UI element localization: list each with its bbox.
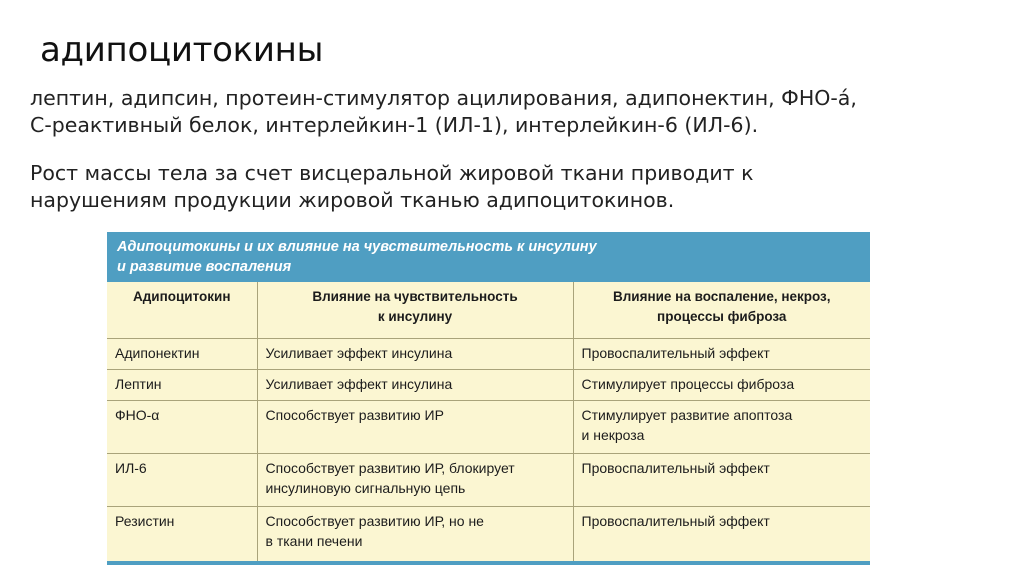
table-row (107, 506, 870, 562)
paragraph-line: лептин, адипсин, протеин-стимулятор ацилирования, адипонектин, ФНО-á, (30, 86, 857, 110)
table-row (107, 400, 870, 453)
cell-inflammation-effect: Провоспалительный эффект (573, 338, 870, 369)
cell-adipocytokine: ФНО-α (107, 400, 257, 453)
cell-adipocytokine: Адипонектин (107, 338, 257, 369)
cell-adipocytokine: ИЛ-6 (107, 453, 257, 506)
cell-insulin-effect: Способствует развитию ИР, блокирует инсулиновую сигнальную цепь (257, 453, 573, 506)
column-header-insulin-sensitivity: Влияние на чувствительность к инсулину (257, 282, 573, 338)
body-mass-paragraph (30, 160, 754, 214)
paragraph-line: Рост массы тела за счет висцеральной жировой ткани приводит к (30, 161, 754, 185)
cell-insulin-effect: Способствует развитию ИР, но не в ткани печени (257, 506, 573, 562)
cell-inflammation-effect: Стимулирует развитие апоптоза и некроза (573, 400, 870, 453)
adipocytokine-table (107, 282, 870, 563)
caption-line: Адипоцитокины и их влияние на чувствительность к инсулину (117, 239, 597, 255)
paragraph-line: нарушениям продукции жировой тканью адипоцитокинов. (30, 188, 675, 212)
slide-title: адипоцитокины (40, 30, 324, 70)
cell-adipocytokine: Резистин (107, 506, 257, 562)
cell-insulin-effect: Усиливает эффект инсулина (257, 338, 573, 369)
cell-inflammation-effect: Стимулирует процессы фиброза (573, 369, 870, 400)
cell-inflammation-effect: Провоспалительный эффект (573, 453, 870, 506)
table-bottom-rule (107, 561, 870, 565)
cell-insulin-effect: Усиливает эффект инсулина (257, 369, 573, 400)
cell-inflammation-effect: Провоспалительный эффект (573, 506, 870, 562)
column-header-inflammation: Влияние на воспаление, некроз, процессы фиброза (573, 282, 870, 338)
adipocytokine-table-figure (107, 232, 870, 565)
caption-line: и развитие воспаления (117, 259, 292, 275)
table-caption (107, 232, 870, 282)
adipocytokine-list-paragraph (30, 85, 857, 139)
table-row (107, 453, 870, 506)
paragraph-line: С-реактивный белок, интерлейкин-1 (ИЛ-1), интерлейкин-6 (ИЛ-6). (30, 113, 759, 137)
cell-insulin-effect: Способствует развитию ИР (257, 400, 573, 453)
table-header-row (107, 282, 870, 338)
table-row (107, 338, 870, 369)
cell-adipocytokine: Лептин (107, 369, 257, 400)
column-header-adipocytokine: Адипоцитокин (107, 282, 257, 338)
table-row (107, 369, 870, 400)
